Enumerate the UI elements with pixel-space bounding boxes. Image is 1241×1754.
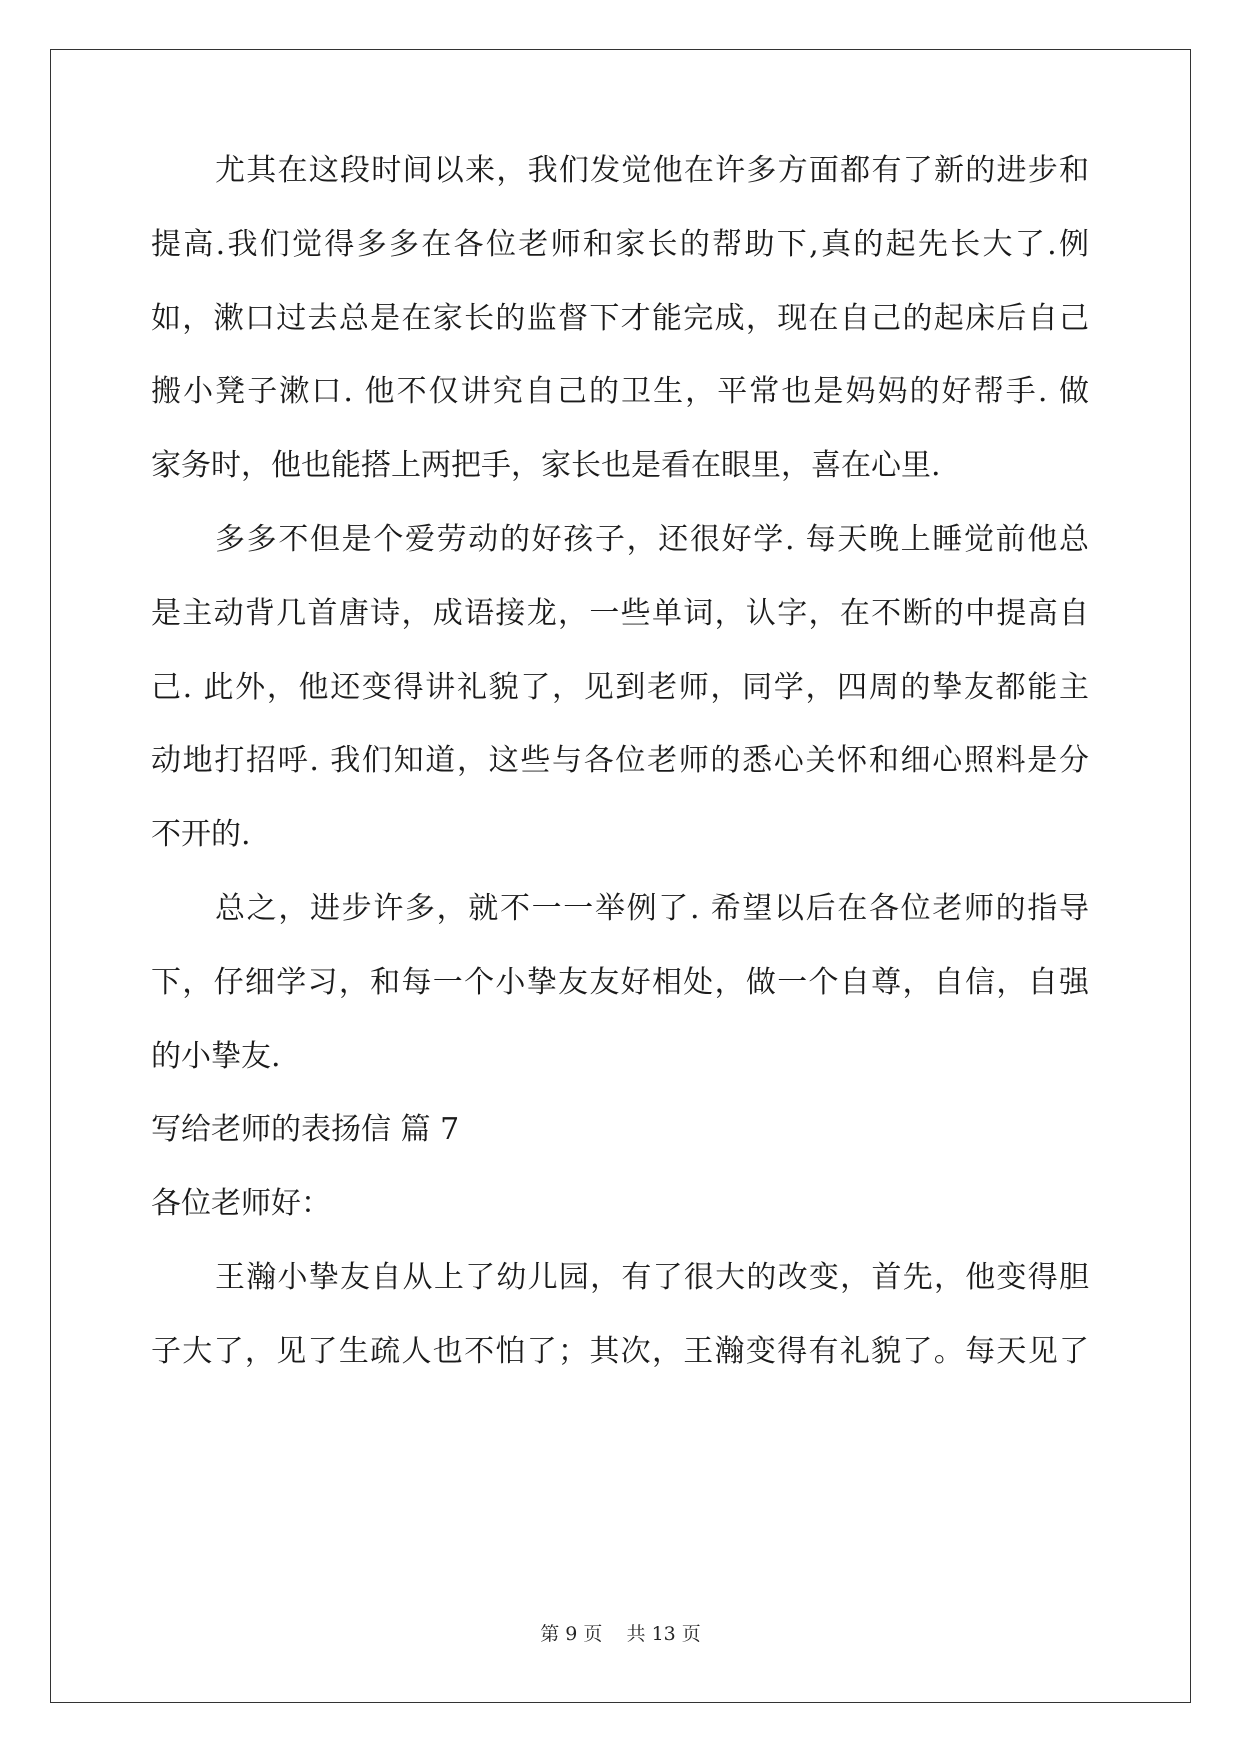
text-line: 提高.我们觉得多多在各位老师和家长的帮助下,真的起先长大了.例: [151, 227, 1089, 262]
text-line: 家务时，他也能搭上两把手，家长也是看在眼里，喜在心里.: [151, 448, 941, 483]
salutation: 各位老师好：: [151, 1186, 331, 1221]
text-line: 是主动背几首唐诗，成语接龙，一些单词，认字，在不断的中提高自: [151, 596, 1089, 631]
text-line: 搬小凳子漱口. 他不仅讲究自己的卫生，平常也是妈妈的好帮手. 做: [151, 374, 1089, 409]
text-line: 多多不但是个爱劳动的好孩子，还很好学. 每天晚上睡觉前他总: [215, 522, 1089, 557]
text-line: 动地打招呼. 我们知道，这些与各位老师的悉心关怀和细心照料是分: [151, 743, 1089, 778]
text-line: 如，漱口过去总是在家长的监督下才能完成，现在自己的起床后自己: [151, 301, 1089, 336]
text-line: 不开的.: [151, 817, 251, 852]
text-line: 的小挚友.: [151, 1039, 281, 1074]
text-line: 下，仔细学习，和每一个小挚友友好相处，做一个自尊，自信，自强: [151, 965, 1089, 1000]
text-line: 尤其在这段时间以来，我们发觉他在许多方面都有了新的进步和: [215, 153, 1089, 188]
page-number-footer: 第 9 页 共 13 页: [540, 1623, 701, 1645]
text-line: 总之，进步许多，就不一一举例了. 希望以后在各位老师的指导: [215, 891, 1089, 926]
text-line: 己. 此外，他还变得讲礼貌了，见到老师，同学，四周的挚友都能主: [151, 670, 1089, 705]
text-line: 王瀚小挚友自从上了幼儿园，有了很大的改变，首先，他变得胆: [215, 1260, 1089, 1295]
text-line: 子大了，见了生疏人也不怕了；其次，王瀚变得有礼貌了。每天见了: [151, 1334, 1089, 1369]
page-border: [50, 49, 1191, 1703]
section-heading: 写给老师的表扬信 篇 7: [151, 1112, 460, 1147]
